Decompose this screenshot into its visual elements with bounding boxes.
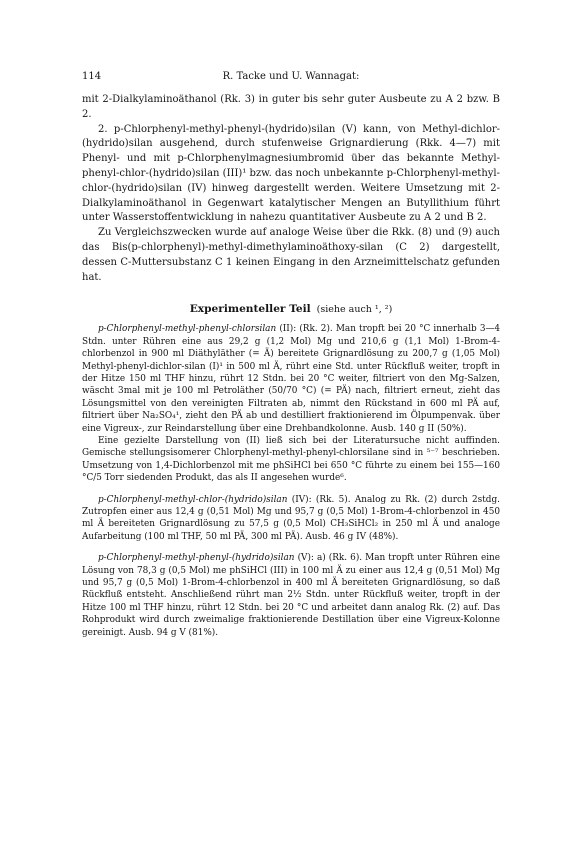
intro-paragraph-3: Zu Vergleichszwecken wurde auf analoge Weise über die Rkk. (8) und (9) auch das Bis(p-chlorphenyl)-methyl-dimethylaminoäthoxy-silan (C 2) dargestellt, dessen C-Muttersubstanz C 1 keinen Eingang in den Arzneimittelschatz gefunden hat. xyxy=(82,227,500,283)
compound-name-ii: p-Chlorphenyl-methyl-phenyl-chlorsilan xyxy=(98,324,277,335)
running-head-authors: R. Tacke und U. Wannagat: xyxy=(222,71,360,82)
procedure-v: (V): a) (Rk. 6). Man tropft unter Rühren eine Lösung von 78,3 g (0,5 Mol) me phSiHCl (III) in 100 ml Ä zu einer aus 12,4 g (0,51 Mol) Mg und 95,7 g (0,5 Mol) 1-Brom-4-chlorbenzol in 400 ml Ä bereiteten Grignardlösung, so daß Rückfluß entsteht. Anschließend rührt man 2½ Stdn. unter Rückfluß weiter, tropft in der Hitze 100 ml THF hinzu, rührt 12 Stdn. bei 20 °C und arbeitet dann analog Rk. (2) auf. Das Rohprodukt wird durch zweimalige fraktionierende Destillation über eine Vigreux-Kolonne gereinigt. Ausb. 94 g V (81%). xyxy=(82,553,501,638)
section-title-note: (siehe auch ¹, ²) xyxy=(316,304,393,316)
page-number: 114 xyxy=(82,71,102,82)
section-heading xyxy=(82,302,500,317)
intro-paragraph-1: mit 2-Dialkylaminoäthanol (Rk. 3) in guter bis sehr guter Ausbeute zu A 2 bzw. B 2. xyxy=(82,94,500,120)
document-page xyxy=(82,70,500,639)
running-head xyxy=(82,70,500,84)
compound-name-iv: p-Chlorphenyl-methyl-chlor-(hydrido)silan xyxy=(98,494,288,505)
compound-name-v: p-Chlorphenyl-methyl-phenyl-(hydrido)silan xyxy=(98,553,295,564)
experimental-paragraph-3 xyxy=(82,552,500,639)
intro-paragraph-2: 2. p-Chlorphenyl-methyl-phenyl-(hydrido)silan (V) kann, von Methyl-dichlor-(hydrido)silan ausgehend, durch stufenweise Grignardierung (Rkk. 4—7) mit Phenyl- und mit p-Chlorphenylmagnesiumbromid über das bekannte Methyl-phenyl-chlor-(hydrido)silan (III)¹ bzw. das noch unbekannte p-Chlorphenyl-methyl-chlor-(hydrido)silan (IV) hinweg dargestellt werden. Weitere Umsetzung mit 2-Dialkylaminoäthanol in Gegenwart katalytischer Mengen an Butyllithium führt unter Wasserstoffentwicklung in nahezu quantitativer Ausbeute zu A 2 und B 2. xyxy=(82,123,500,224)
experimental-paragraph-1 xyxy=(82,323,500,435)
experimental-paragraph-2 xyxy=(82,494,500,544)
procedure-ii: (II): (Rk. 2). Man tropft bei 20 °C innerhalb 3—4 Stdn. unter Rühren eine aus 29,2 g (1,2 Mol) Mg und 210,6 g (1,1 Mol) 1-Brom-4-chlorbenzol in 900 ml Diäthyläther (= Ä) bereitete Grignardlösung zu 200,7 g (1,05 Mol) Methyl-phenyl-dichlor-silan (I)¹ in 500 ml Ä, rührt eine Std. unter Rückfluß weiter, tropft in der Hitze 150 ml THF hinzu, rührt 12 Stdn. bei 20 °C weiter, filtriert von den Mg-Salzen, wäscht 3mal mit je 100 ml Petroläther (50/70 °C) (= PÄ) nach, filtriert erneut, zieht das Lösungsmittel von den vereinigten Filtraten ab, nimmt den Rückstand in 600 ml PÄ auf, filtriert über Na₂SO₄¹, zieht den PÄ ab und destilliert fraktionierend im Ölpumpenvak. über eine Vigreux-, zur Reindarstellung über eine Drehbandkolonne. Ausb. 140 g II (50%). xyxy=(82,324,500,434)
experimental-note: Eine gezielte Darstellung von (II) ließ sich bei der Literatursuche nicht auffinden. Gemische stellungsisomerer Chlorphenyl-methyl-phenyl-chlorsilane sind in ⁵⁻⁷ beschrieben. Umsetzung von 1,4-Dichlorbenzol mit me phSiHCl bei 650 °C führte zu einem bei 155—160 °C/5 Torr siedenden Produkt, das als II angesehen wurde⁶. xyxy=(82,436,500,484)
section-title: Experimenteller Teil xyxy=(189,303,311,316)
procedure-iv: (IV): (Rk. 5). Analog zu Rk. (2) durch 2stdg. Zutropfen einer aus 12,4 g (0,51 Mol) Mg und 95,7 g (0,5 Mol) 1-Brom-4-chlorbenzol in 450 ml Ä bereiteten Grignardlösung zu 57,5 g (0,5 Mol) CH₃SiHCl₂ in 250 ml Ä und analoge Aufarbeitung (100 ml THF, 50 ml PÄ, 300 ml PÄ). Ausb. 46 g IV (48%). xyxy=(82,494,500,542)
